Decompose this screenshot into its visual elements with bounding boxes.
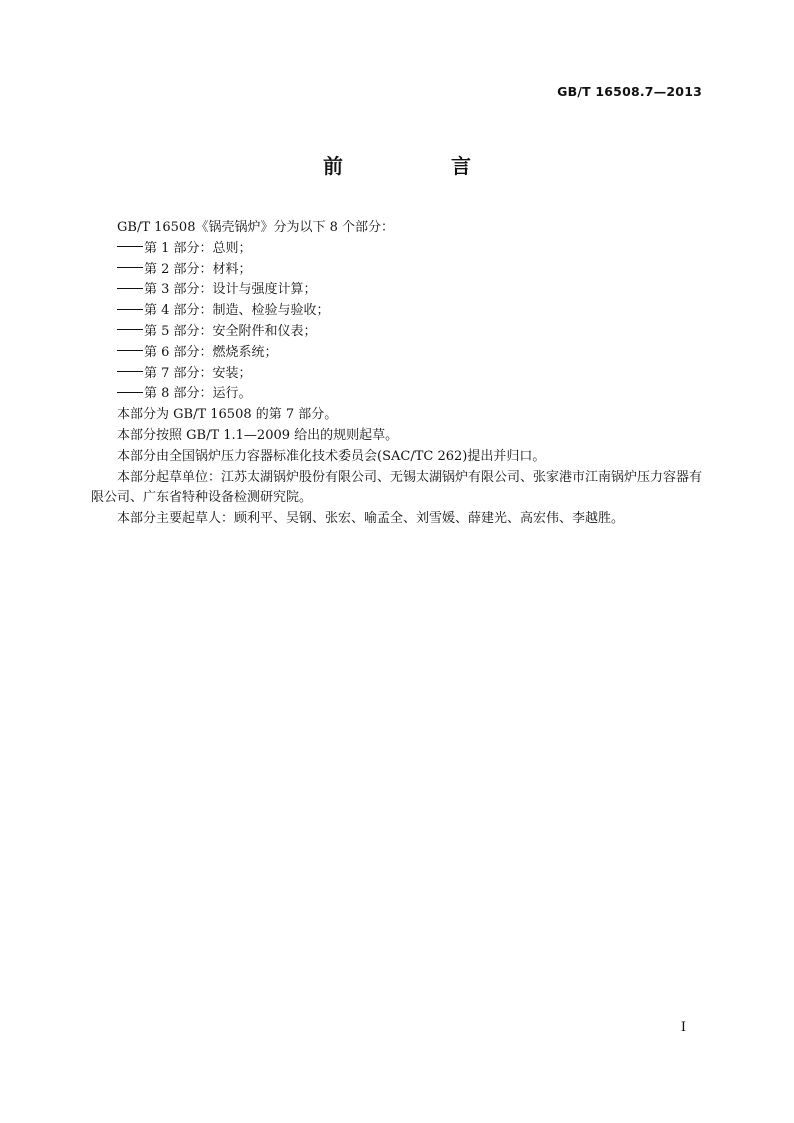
dash-mark (117, 309, 143, 311)
list-item (91, 343, 705, 364)
list-item (91, 364, 705, 385)
standard-code: GB/T 16508.7—2013 (557, 84, 702, 99)
intro-paragraph: GB/T 16508《锅壳锅炉》分为以下 8 个部分： (117, 220, 395, 235)
dash-mark (117, 288, 143, 290)
list-item-text: 第 6 部分：燃烧系统； (144, 344, 278, 360)
list-item-text: 第 1 部分：总则； (144, 240, 252, 256)
dash-mark (117, 329, 143, 331)
paragraph-drafting-units: 本部分起草单位：江苏太湖锅炉股份有限公司、无锡太湖锅炉有限公司、张家港市江南锅炉压力容器有限公司、广东省特种设备检测研究院。 (91, 469, 703, 506)
list-item-text: 第 8 部分：运行。 (144, 386, 252, 402)
list-item (91, 280, 705, 301)
list-item-text: 第 4 部分：制造、检验与验收； (144, 303, 330, 319)
list-item-text: 第 7 部分：安装； (144, 365, 252, 381)
paragraph-drafting-rules: 本部分按照 GB/T 1.1—2009 给出的规则起草。 (117, 427, 399, 443)
list-item (91, 239, 705, 260)
document-body (91, 218, 705, 530)
page-number: I (680, 1020, 686, 1035)
dash-mark (117, 267, 143, 269)
dash-mark (117, 392, 143, 394)
page-title: 前 言 (323, 154, 515, 178)
list-item-text: 第 2 部分：材料； (144, 261, 252, 277)
list-item (91, 322, 705, 343)
list-item (91, 260, 705, 281)
paragraph-proposer: 本部分由全国锅炉压力容器标准化技术委员会(SAC/TC 262)提出并归口。 (117, 448, 546, 464)
list-item-text: 第 5 部分：安全附件和仪表； (144, 323, 317, 339)
paragraph-drafters: 本部分主要起草人：顾利平、吴钢、张宏、喻孟全、刘雪媛、薛建光、高宏伟、李越胜。 (117, 511, 625, 527)
list-item (91, 384, 705, 405)
dash-mark (117, 371, 143, 373)
dash-mark (117, 246, 143, 248)
paragraph-part-number: 本部分为 GB/T 16508 的第 7 部分。 (117, 407, 338, 423)
list-item (91, 301, 705, 322)
dash-mark (117, 350, 143, 352)
list-item-text: 第 3 部分：设计与强度计算； (144, 282, 317, 298)
